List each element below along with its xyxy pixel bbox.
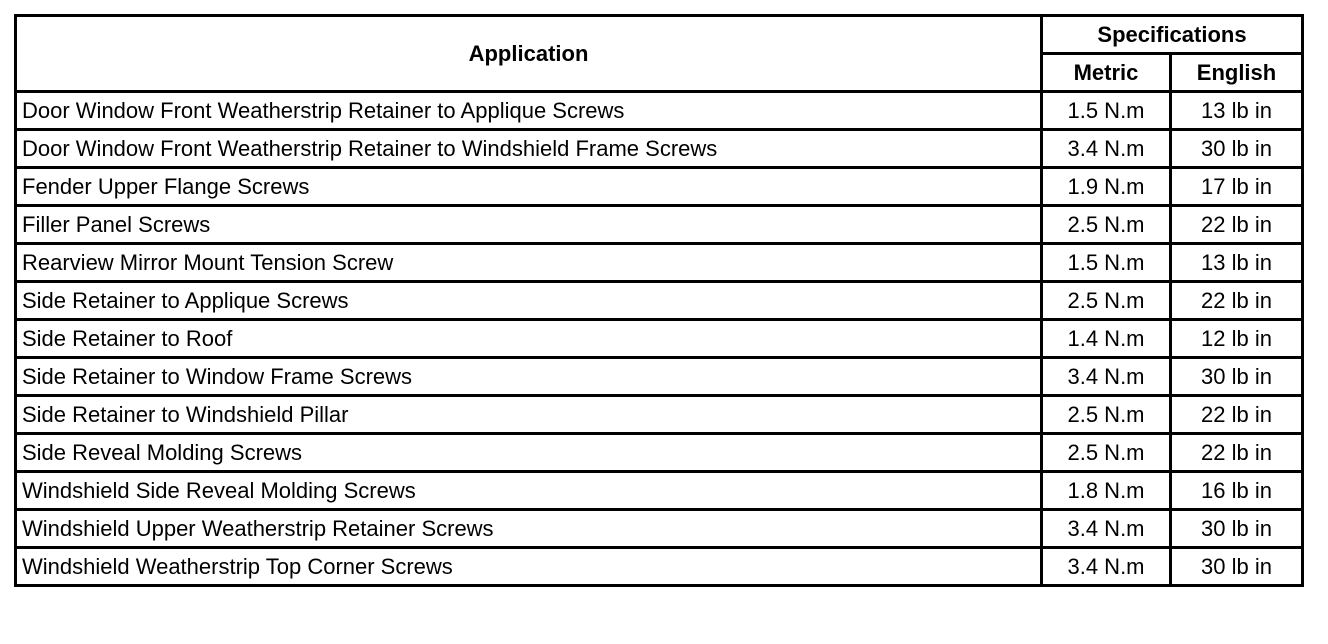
table-row: [16, 244, 1303, 282]
metric-cell: 1.9 N.m: [1042, 168, 1171, 206]
metric-cell: 3.4 N.m: [1042, 130, 1171, 168]
metric-cell: 1.5 N.m: [1042, 244, 1171, 282]
english-cell: 22 lb in: [1171, 206, 1303, 244]
specifications-table: [14, 14, 1304, 587]
metric-cell: 1.8 N.m: [1042, 472, 1171, 510]
application-cell: Side Retainer to Window Frame Screws: [16, 358, 1042, 396]
english-cell: 12 lb in: [1171, 320, 1303, 358]
table-row: [16, 282, 1303, 320]
application-cell: Door Window Front Weatherstrip Retainer to Windshield Frame Screws: [16, 130, 1042, 168]
table-row: [16, 320, 1303, 358]
english-cell: 13 lb in: [1171, 244, 1303, 282]
application-cell: Rearview Mirror Mount Tension Screw: [16, 244, 1042, 282]
english-cell: 16 lb in: [1171, 472, 1303, 510]
table-row: [16, 130, 1303, 168]
metric-cell: 2.5 N.m: [1042, 282, 1171, 320]
metric-cell: 2.5 N.m: [1042, 396, 1171, 434]
english-cell: 30 lb in: [1171, 130, 1303, 168]
metric-cell: 3.4 N.m: [1042, 358, 1171, 396]
application-cell: Door Window Front Weatherstrip Retainer to Applique Screws: [16, 92, 1042, 130]
application-cell: Filler Panel Screws: [16, 206, 1042, 244]
english-cell: 22 lb in: [1171, 434, 1303, 472]
application-cell: Side Retainer to Roof: [16, 320, 1042, 358]
english-cell: 17 lb in: [1171, 168, 1303, 206]
table-row: [16, 510, 1303, 548]
application-cell: Side Reveal Molding Screws: [16, 434, 1042, 472]
english-cell: 30 lb in: [1171, 510, 1303, 548]
table-row: [16, 206, 1303, 244]
application-header: Application: [16, 16, 1042, 92]
english-cell: 30 lb in: [1171, 358, 1303, 396]
specifications-header: Specifications: [1042, 16, 1303, 54]
metric-header: Metric: [1042, 54, 1171, 92]
metric-cell: 1.5 N.m: [1042, 92, 1171, 130]
table-row: [16, 396, 1303, 434]
application-cell: Side Retainer to Windshield Pillar: [16, 396, 1042, 434]
metric-cell: 3.4 N.m: [1042, 510, 1171, 548]
metric-cell: 2.5 N.m: [1042, 434, 1171, 472]
application-cell: Side Retainer to Applique Screws: [16, 282, 1042, 320]
english-cell: 30 lb in: [1171, 548, 1303, 586]
table-row: [16, 92, 1303, 130]
table-row: [16, 358, 1303, 396]
table-row: [16, 548, 1303, 586]
application-cell: Windshield Weatherstrip Top Corner Screws: [16, 548, 1042, 586]
english-header: English: [1171, 54, 1303, 92]
application-cell: Fender Upper Flange Screws: [16, 168, 1042, 206]
header-row: [16, 16, 1303, 54]
table-row: [16, 472, 1303, 510]
english-cell: 22 lb in: [1171, 282, 1303, 320]
table-row: [16, 434, 1303, 472]
metric-cell: 3.4 N.m: [1042, 548, 1171, 586]
table-row: [16, 168, 1303, 206]
english-cell: 22 lb in: [1171, 396, 1303, 434]
application-cell: Windshield Upper Weatherstrip Retainer Screws: [16, 510, 1042, 548]
english-cell: 13 lb in: [1171, 92, 1303, 130]
application-cell: Windshield Side Reveal Molding Screws: [16, 472, 1042, 510]
metric-cell: 1.4 N.m: [1042, 320, 1171, 358]
metric-cell: 2.5 N.m: [1042, 206, 1171, 244]
